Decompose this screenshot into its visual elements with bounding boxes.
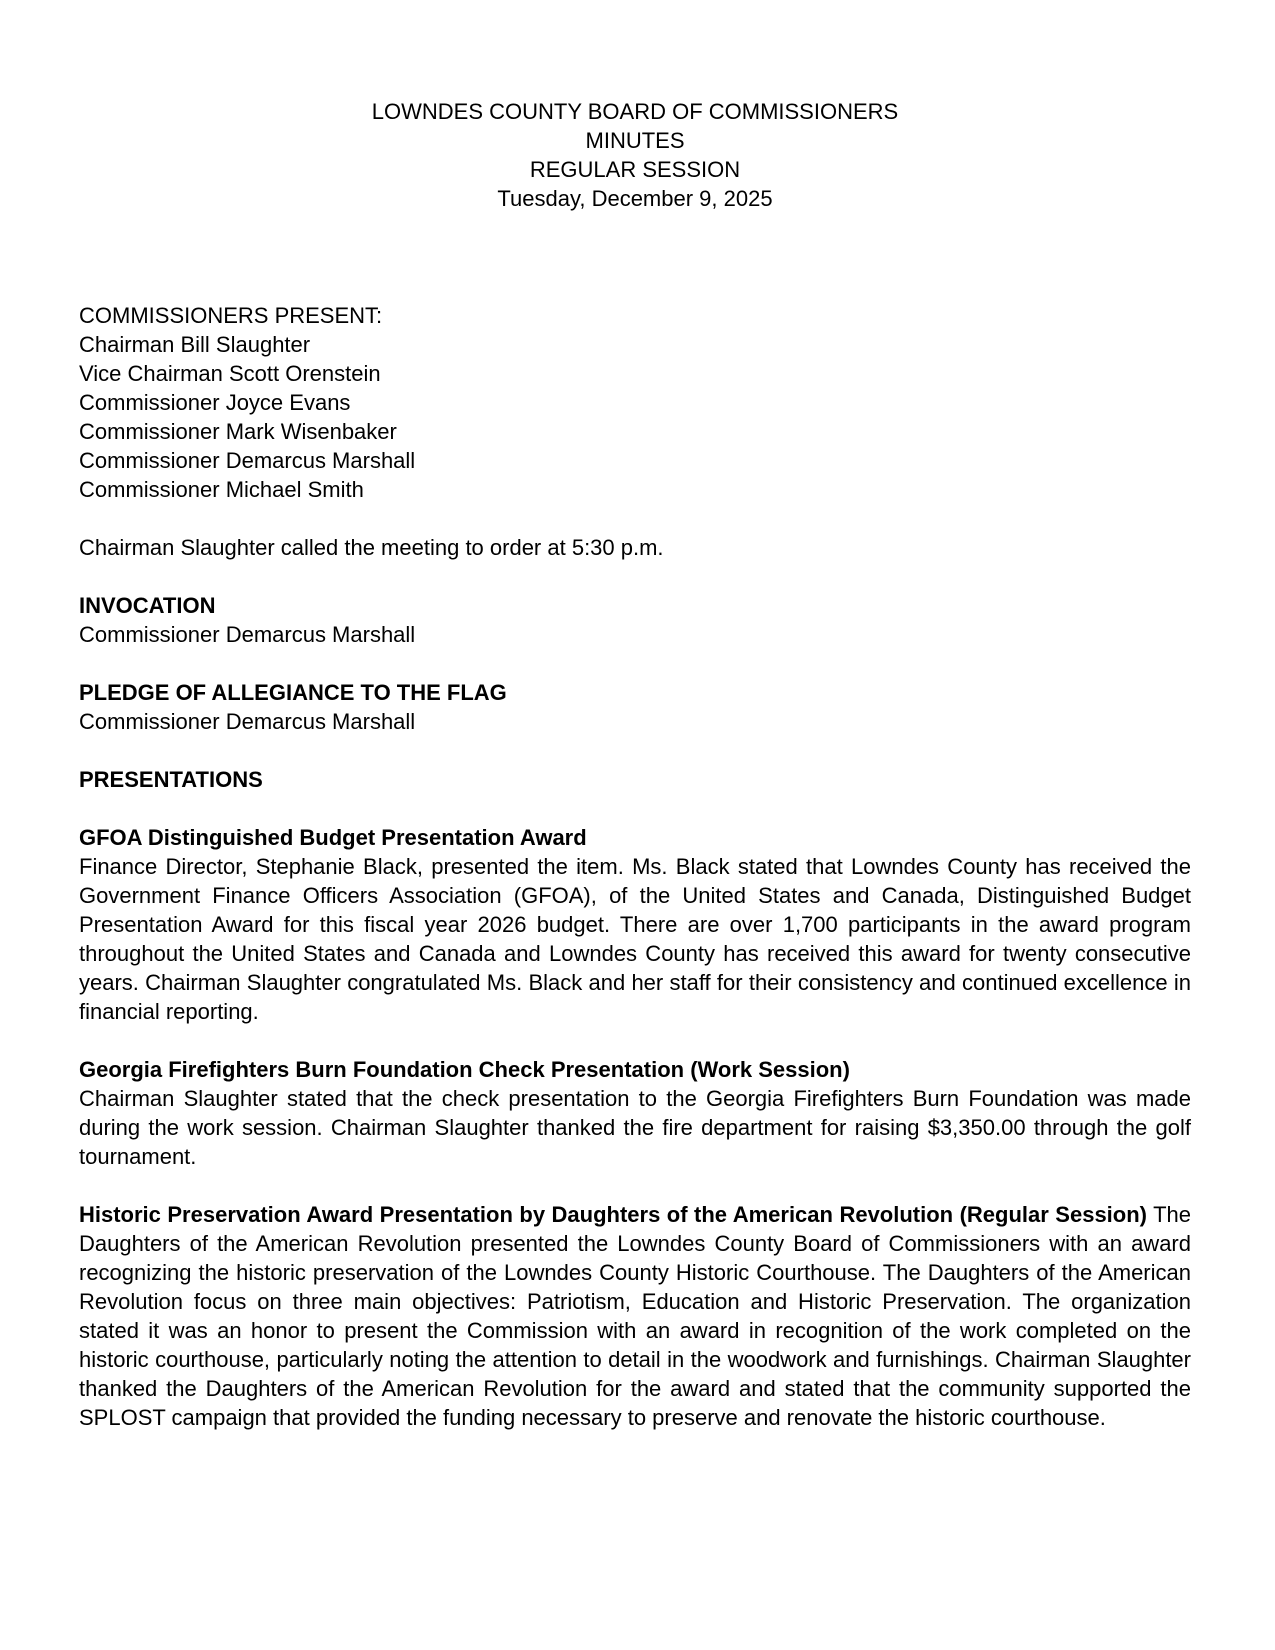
attendance-member: Commissioner Michael Smith (79, 477, 364, 502)
document-header (79, 97, 1191, 213)
presentation-item-gfoa (79, 823, 1191, 1026)
document-subtitle-minutes: MINUTES (585, 128, 685, 153)
document-subtitle-session: REGULAR SESSION (529, 157, 741, 182)
attendance-section (79, 301, 1191, 504)
presentations-heading: PRESENTATIONS (79, 767, 263, 792)
presentation-item-title: Georgia Firefighters Burn Foundation Check Presentation (Work Session) (79, 1057, 850, 1082)
attendance-member: Commissioner Joyce Evans (79, 390, 351, 415)
pledge-by: Commissioner Demarcus Marshall (79, 709, 416, 734)
call-to-order: Chairman Slaughter called the meeting to order at 5:30 p.m. (79, 535, 664, 560)
presentation-item-body: Finance Director, Stephanie Black, presented the item. Ms. Black stated that Lowndes County has received the Government Finance Officers Association (GFOA), of the United States and Canada, Distinguished Budget Presentation Award for this fiscal year 2026 budget. There are over 1,700 participants in the award program throughout the United States and Canada and Lowndes County has received this award for twenty consecutive years. Chairman Slaughter congratulated Ms. Black and her staff for their consistency and continued excellence in financial reporting. (79, 854, 1191, 1024)
pledge-section (79, 678, 1191, 736)
attendance-member: Chairman Bill Slaughter (79, 332, 311, 357)
invocation-by: Commissioner Demarcus Marshall (79, 622, 416, 647)
presentation-item-body: Chairman Slaughter stated that the check presentation to the Georgia Firefighters Burn Foundation was made during the work session. Chairman Slaughter thanked the fire department for raising $3,350.00 through the golf tournament. (79, 1086, 1191, 1169)
attendance-member: Commissioner Demarcus Marshall (79, 448, 416, 473)
attendance-member: Vice Chairman Scott Orenstein (79, 361, 381, 386)
presentation-item-title: Historic Preservation Award Presentation by Daughters of the American Revolution (Regular Session) (79, 1202, 1147, 1227)
attendance-member: Commissioner Mark Wisenbaker (79, 419, 397, 444)
presentation-item-historic-preservation (79, 1200, 1191, 1432)
invocation-section (79, 591, 1191, 649)
document-date: Tuesday, December 9, 2025 (497, 186, 773, 211)
attendance-heading: COMMISSIONERS PRESENT: (79, 303, 383, 328)
document-title: LOWNDES COUNTY BOARD OF COMMISSIONERS (371, 99, 899, 124)
invocation-heading: INVOCATION (79, 593, 216, 618)
presentation-item-body: The Daughters of the American Revolution presented the Lowndes County Board of Commissioners with an award recognizing the historic preservation of the Lowndes County Historic Courthouse. The Daughters of the American Revolution focus on three main objectives: Patriotism, Education and Historic Preservation. The organization stated it was an honor to present the Commission with an award in recognition of the work completed on the historic courthouse, particularly noting the attention to detail in the woodwork and furnishings. Chairman Slaughter thanked the Daughters of the American Revolution for the award and stated that the community supported the SPLOST campaign that provided the funding necessary to preserve and renovate the historic courthouse. (79, 1202, 1191, 1430)
presentation-item-firefighters (79, 1055, 1191, 1171)
pledge-heading: PLEDGE OF ALLEGIANCE TO THE FLAG (79, 680, 507, 705)
presentation-item-title: GFOA Distinguished Budget Presentation Award (79, 825, 587, 850)
